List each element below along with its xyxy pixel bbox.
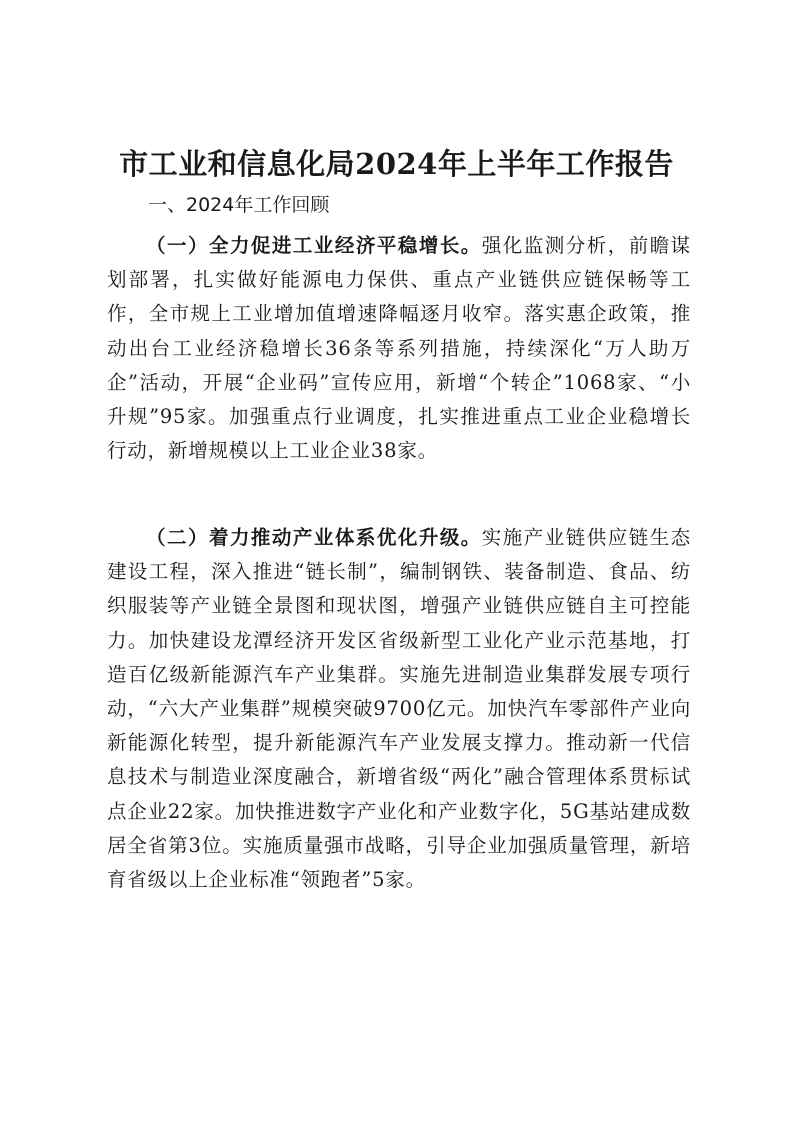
paragraph-2-text: 实施产业链供应链生态建设工程，深入推进“链长制”，编制钢铁、装备制造、食品、纺织服装等产业链全景图和现状图，增强产业链供应链自主可控能力。加快建设龙潭经济开发区省级新型工业化产业示范基地，打造百亿级新能源汽车产业集群。实施先进制造业集群发展专项行动，“六大产业集群”规模突破9700亿元。加快汽车零部件产业向新能源化转型，提升新能源汽车产业发展支撑力。推动新一代信息技术与制造业深度融合，新增省级“两化”融合管理体系贯标试点企业22家。加快推进数字产业化和产业数字化，5G基站建成数居全省第3位。实施质量强市战略，引导企业加强质量管理，新培育省级以上企业标准“领跑者”5家。 [107, 526, 691, 892]
document-title: 市工业和信息化局2024年上半年工作报告 [119, 147, 674, 181]
paragraph-1-lead: （一）全力促进工业经济平稳增长。 [146, 234, 482, 257]
paragraph-2-lead: （二）着力推动产业体系优化升级。 [146, 526, 482, 549]
paragraph-1 [107, 229, 691, 468]
paragraph-1-text: 强化监测分析，前瞻谋划部署，扎实做好能源电力保供、重点产业链供应链保畅等工作，全市规上工业增加值增速降幅逐月收窄。落实惠企政策，推动出台工业经济稳增长36条等系列措施，持续深化“万人助万企”活动，开展“企业码”宣传应用，新增“个转企”1068家、“小升规”95家。加强重点行业调度，扎实推进重点工业企业稳增长行动，新增规模以上工业企业38家。 [107, 234, 691, 463]
section-heading: 一、2024年工作回顾 [148, 194, 330, 216]
paragraph-2 [107, 521, 691, 897]
